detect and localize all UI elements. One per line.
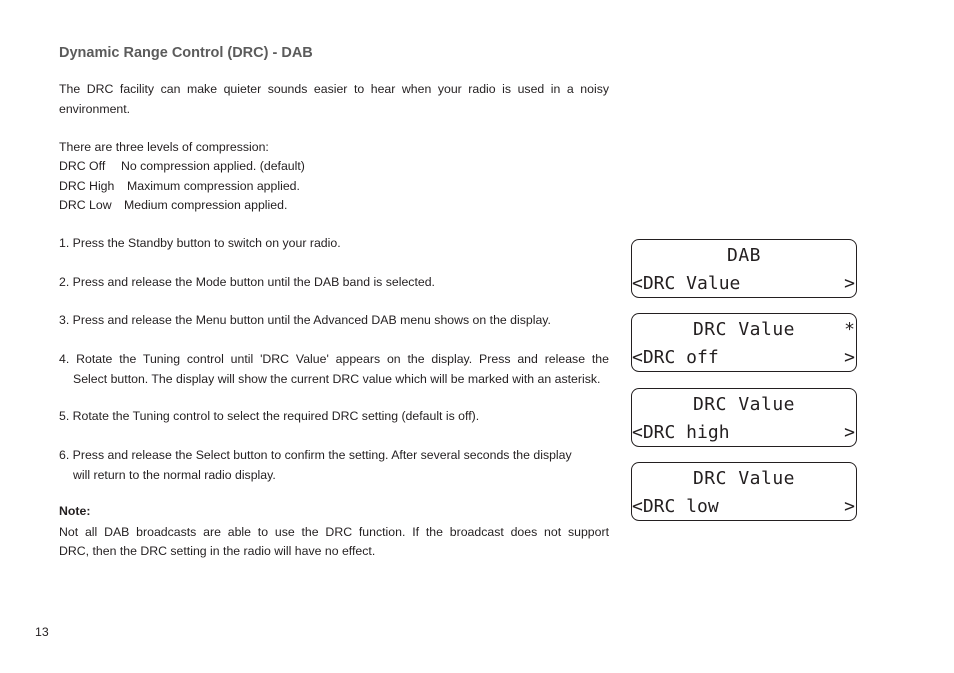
- asterisk-icon: *: [844, 319, 855, 340]
- step-text: 1. Press the Standby button to switch on your radio.: [59, 236, 341, 250]
- page-number: 13: [35, 625, 49, 639]
- level-row-high: [59, 177, 300, 197]
- lcd-display-drc-off: [631, 313, 857, 372]
- lcd-line-1: DAB: [726, 245, 761, 266]
- lcd-line-1: DRC Value: [692, 394, 796, 415]
- step-text: 6. Press and release the Select button to confirm the setting. After several seconds the display: [59, 448, 572, 462]
- step-6: [59, 446, 609, 485]
- level-desc: Maximum compression applied.: [127, 179, 300, 193]
- level-term: DRC Low: [59, 198, 112, 212]
- level-term: DRC High: [59, 179, 115, 193]
- right-arrow-icon: >: [844, 273, 855, 294]
- note-title: Note:: [59, 504, 91, 518]
- step-1: [59, 234, 609, 254]
- lcd-line-2: <DRC Value: [632, 273, 741, 294]
- lcd-display-drc-high: [631, 388, 857, 447]
- lcd-line-1: DRC Value: [692, 468, 796, 489]
- section-heading: Dynamic Range Control (DRC) - DAB: [59, 45, 313, 61]
- lcd-display-drc-low: [631, 462, 857, 521]
- right-arrow-icon: >: [844, 422, 855, 443]
- lcd-line-2: <DRC low: [632, 496, 719, 517]
- step-2: [59, 273, 609, 293]
- step-text: 3. Press and release the Menu button until the Advanced DAB menu shows on the display.: [59, 313, 551, 327]
- step-text: 2. Press and release the Mode button until the DAB band is selected.: [59, 275, 435, 289]
- lcd-line-1: DRC Value: [692, 319, 796, 340]
- step-text: 5. Rotate the Tuning control to select the required DRC setting (default is off).: [59, 409, 480, 423]
- level-desc: Medium compression applied.: [124, 198, 288, 212]
- note-line-2: DRC, then the DRC setting in the radio will have no effect.: [59, 544, 376, 558]
- level-row-low: [59, 196, 287, 216]
- step-5: [59, 407, 609, 427]
- intro-line-2: environment.: [59, 102, 131, 116]
- level-desc: No compression applied. (default): [121, 159, 305, 173]
- levels-intro: There are three levels of compression:: [59, 140, 269, 154]
- step-4: [59, 350, 609, 389]
- step-text-continued: will return to the normal radio display.: [73, 467, 276, 482]
- lcd-line-2: <DRC off: [632, 347, 719, 368]
- right-arrow-icon: >: [844, 347, 855, 368]
- intro-line-1: The DRC facility can make quieter sounds easier to hear when your radio is used in a noisy: [59, 82, 609, 96]
- level-row-off: [59, 157, 305, 177]
- lcd-line-2: <DRC high: [632, 422, 730, 443]
- right-arrow-icon: >: [844, 496, 855, 517]
- step-3: [59, 311, 609, 331]
- lcd-display-dab: [631, 239, 857, 298]
- level-term: DRC Off: [59, 159, 106, 173]
- step-text-continued: Select button. The display will show the current DRC value which will be marked with an asterisk.: [73, 371, 601, 386]
- step-text: 4. Rotate the Tuning control until 'DRC Value' appears on the display. Press and release the: [59, 352, 609, 366]
- note-line-1: Not all DAB broadcasts are able to use the DRC function. If the broadcast does not support: [59, 525, 609, 539]
